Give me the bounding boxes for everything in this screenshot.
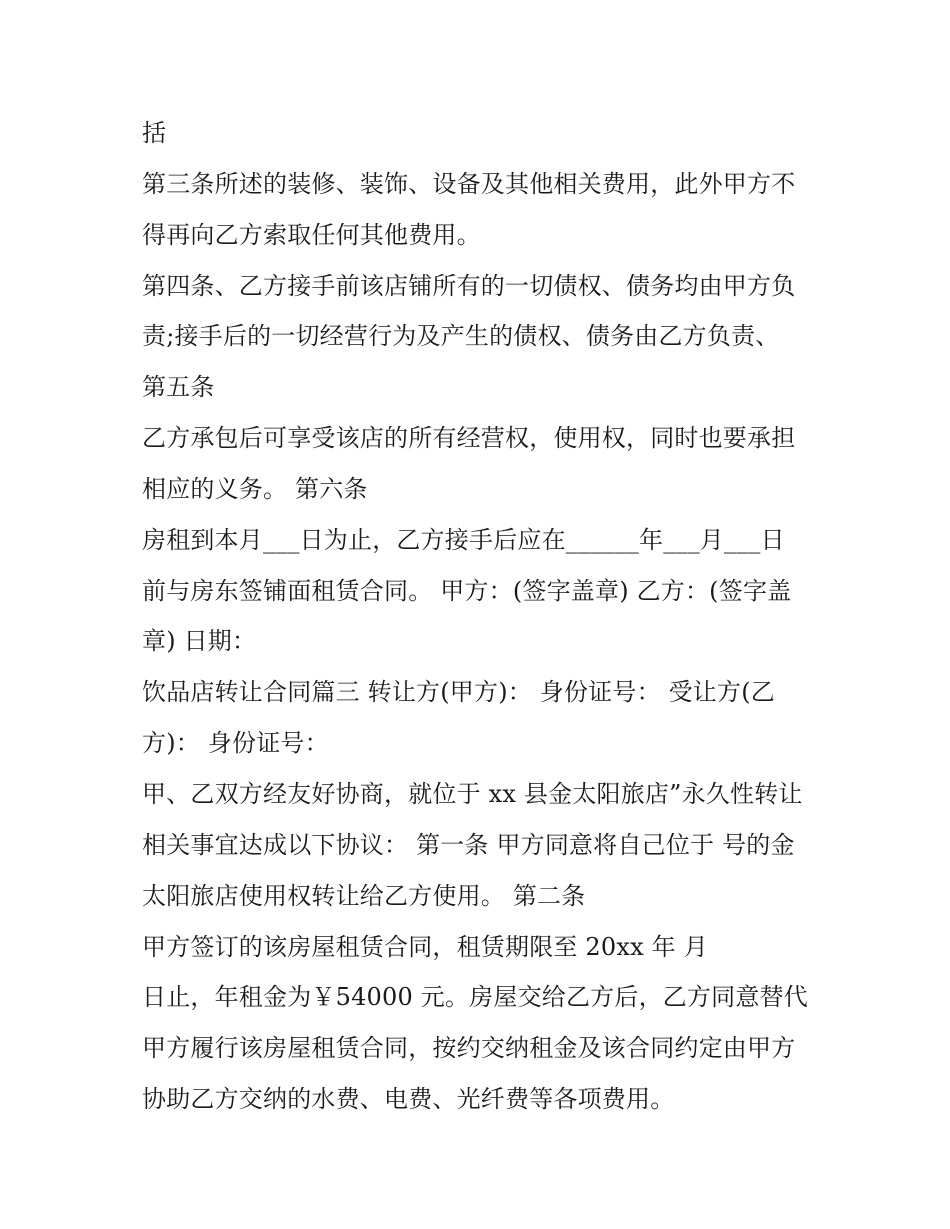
text-line: 日止，年租金为￥54000 元。房屋交给乙方后，乙方同意替代: [142, 983, 808, 1012]
text-line: 太阳旅店使用权转让给乙方使用。 第二条: [142, 881, 586, 910]
text-line: 责;接手后的一切经营行为及产生的债权、债务由乙方负责、: [142, 322, 780, 351]
text-line: 前与房东签铺面租赁合同。 甲方：(签字盖章) 乙方：(签字盖: [142, 576, 792, 605]
text-line: 甲方签订的该房屋租赁合同，租赁期限至 20xx 年 月: [142, 932, 708, 961]
text-line: 括: [142, 119, 167, 147]
text-line: 第五条: [142, 373, 215, 402]
text-line: 得再向乙方索取任何其他费用。: [142, 220, 481, 249]
text-line: 饮品店转让合同篇三 转让方(甲方)： 身份证号： 受让方(乙: [142, 678, 775, 707]
text-line: 相关事宜达成以下协议： 第一条 甲方同意将自己位于 号的金: [142, 830, 795, 859]
text-line: 甲方履行该房屋租赁合同，按约交纳租金及该合同约定由甲方: [142, 1034, 796, 1063]
text-line: 协助乙方交纳的水费、电费、光纤费等各项费用。: [142, 1085, 675, 1114]
text-line: 第四条、乙方接手前该店铺所有的一切债权、债务均由甲方负: [142, 271, 796, 300]
text-line: 方)： 身份证号：: [142, 729, 329, 758]
document-body: [142, 108, 822, 1125]
text-line: 第三条所述的装修、装饰、设备及其他相关费用，此外甲方不: [142, 169, 796, 198]
text-line: 乙方承包后可享受该店的所有经营权，使用权，同时也要承担: [142, 424, 796, 453]
text-line: 房租到本月___日为止，乙方接手后应在______年___月___日: [142, 525, 785, 554]
text-line: 甲、乙双方经友好协商，就位于 xx 县金太阳旅店”永久性转让: [142, 779, 803, 808]
text-line: 章) 日期：: [142, 627, 257, 656]
text-line: 相应的义务。 第六条: [142, 474, 368, 503]
